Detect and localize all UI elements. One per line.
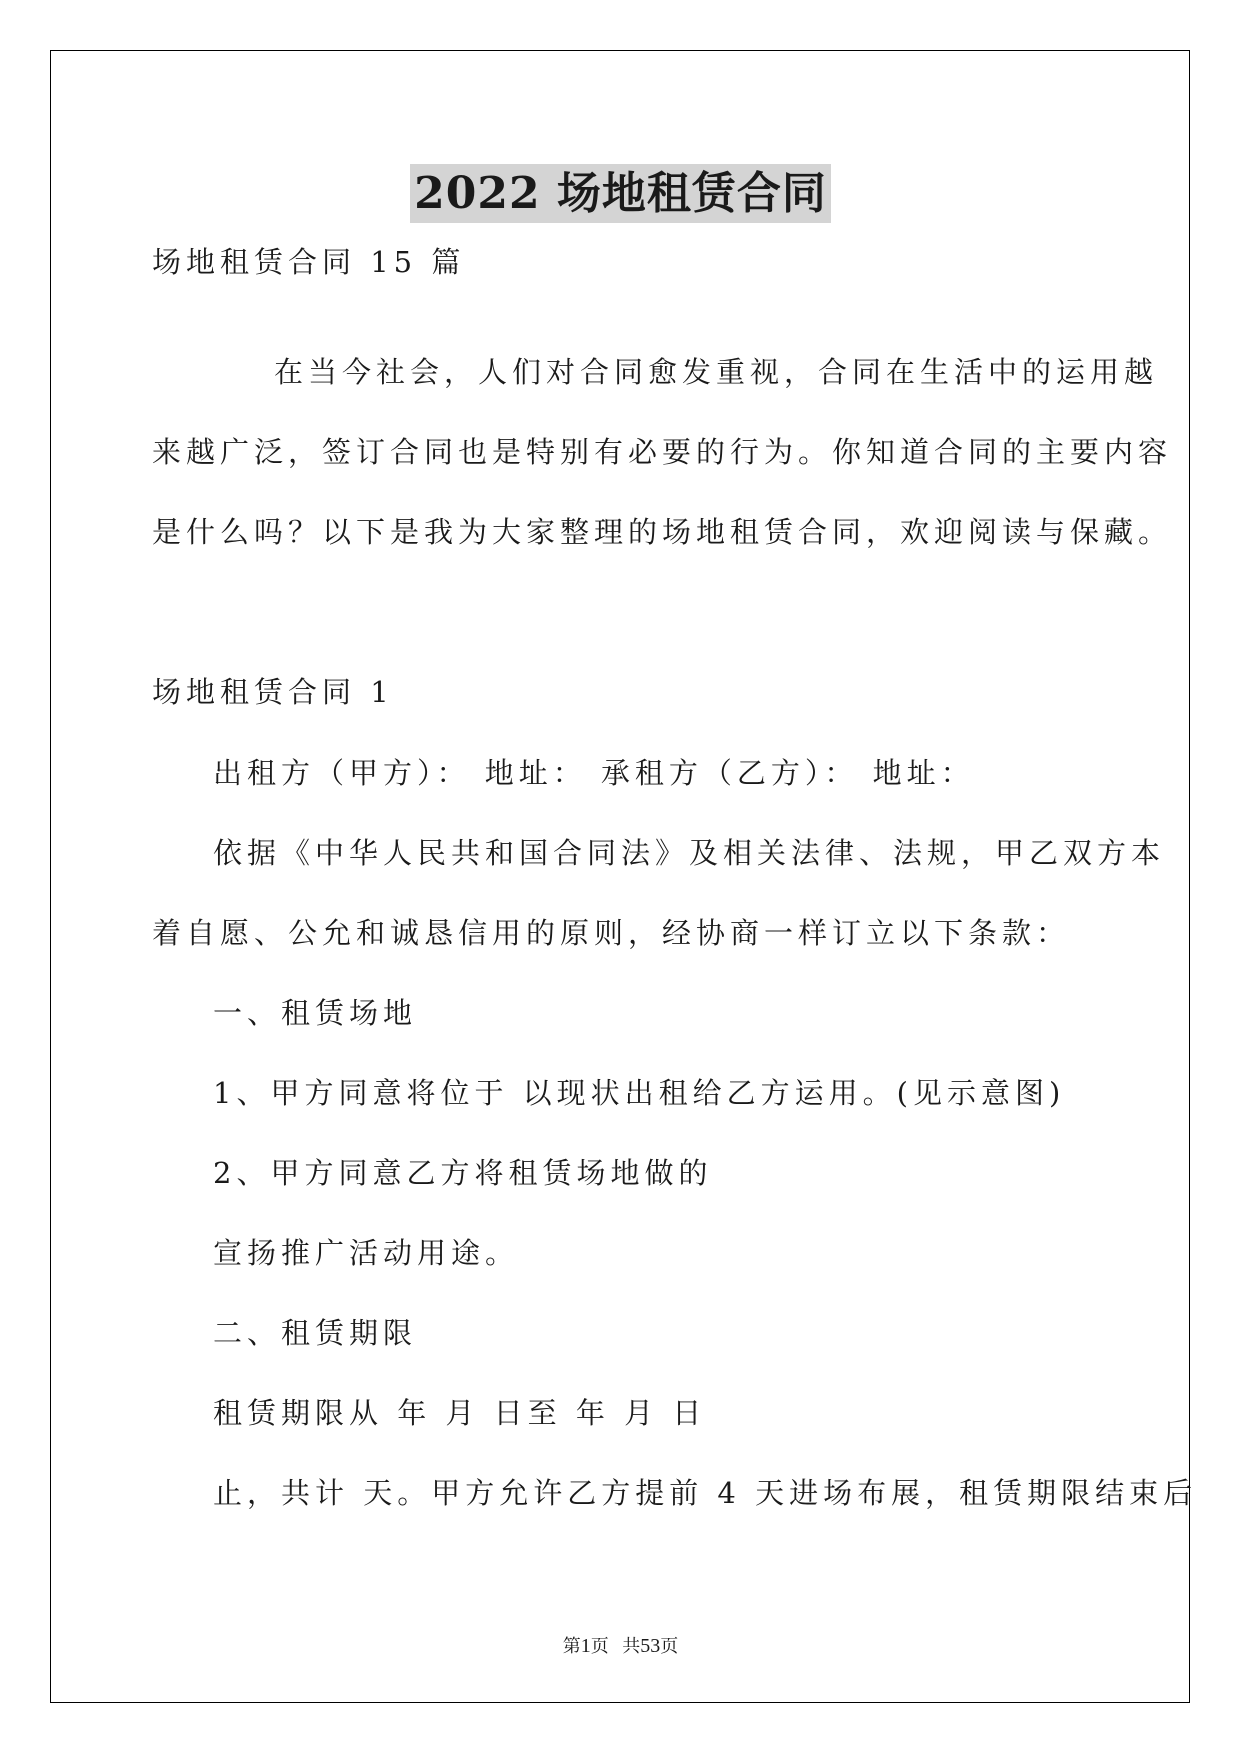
body-line: 1、甲方同意将位于 以现状出租给乙方运用。(见示意图) [213,1076,1066,1110]
intro-line-1: 在当今社会，人们对合同愈发重视，合同在生活中的运用越 [274,355,1159,389]
page-footer [0,1632,1241,1658]
footer-prefix: 第 [562,1636,581,1656]
body-line: 租赁期限从 年 月 日至 年 月 日 [213,1396,707,1430]
page-border [50,50,1190,1703]
body-line: 宣扬推广活动用途。 [213,1236,520,1270]
footer-mid: 页 共 [590,1636,641,1656]
body-line: 着自愿、公允和诚恳信用的原则，经协商一样订立以下条款： [152,916,1071,950]
title-text: 2022 场地租赁合同 [410,164,831,223]
clause-heading-2: 二、租赁期限 [213,1316,418,1350]
body-line: 2、甲方同意乙方将租赁场地做的 [213,1156,713,1190]
clause-heading-1: 一、租赁场地 [213,996,418,1030]
intro-line-2: 来越广泛，签订合同也是特别有必要的行为。你知道合同的主要内容 [152,435,1173,469]
body-line: 依据《中华人民共和国合同法》及相关法律、法规，甲乙双方本 [213,836,1166,870]
footer-page-number: 1 [580,1635,591,1657]
section-heading: 场地租赁合同 1 [152,675,394,709]
document-title [0,157,1241,221]
parties-line: 出租方（甲方）： 地址： 承租方（乙方）： 地址： [213,756,975,790]
footer-total-pages: 53 [640,1635,661,1657]
intro-line-3: 是什么吗？以下是我为大家整理的场地租赁合同，欢迎阅读与保藏。 [152,515,1173,549]
body-line: 止，共计 天。甲方允许乙方提前 4 天进场布展，租赁期限结束后 [213,1476,1198,1510]
subtitle: 场地租赁合同 15 篇 [152,245,466,279]
footer-suffix: 页 [660,1636,679,1656]
